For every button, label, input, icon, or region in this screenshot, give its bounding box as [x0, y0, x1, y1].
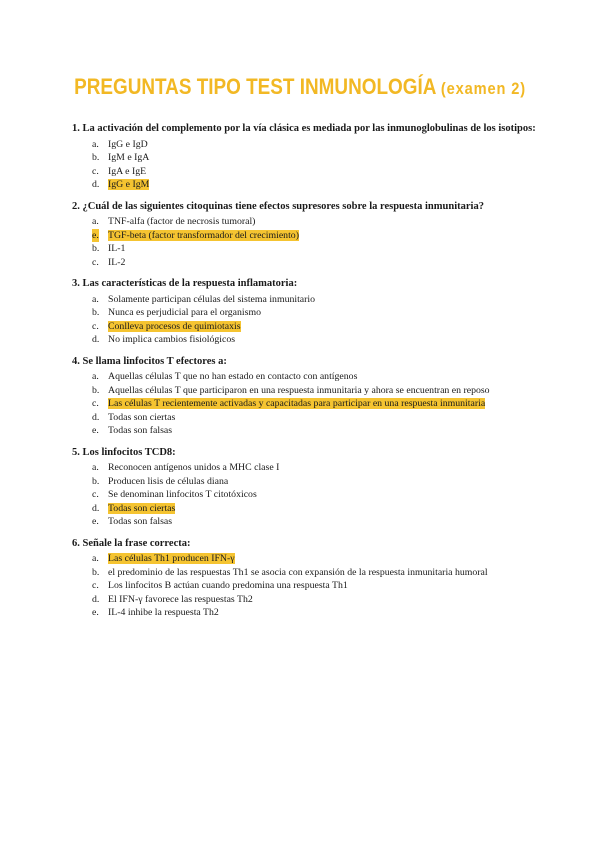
answer-option [72, 488, 542, 502]
option-text: IL-1 [108, 243, 126, 254]
option-text: Todas son falsas [108, 516, 173, 527]
option-letter: a. [92, 293, 99, 305]
question-text: 3. Las características de la respuesta inflamatoria: [72, 278, 298, 289]
question-block [72, 122, 542, 192]
answer-option [72, 593, 542, 607]
option-letter: d. [92, 179, 100, 190]
option-text: IgM e IgA [108, 152, 150, 163]
question-block [72, 355, 542, 438]
option-text: Aquellas células T que participaron en una respuesta inmunitaria y ahora se encuentran en reposo [108, 384, 490, 396]
answer-option [72, 215, 542, 229]
option-text: IL-2 [108, 256, 126, 268]
option-letter: e. [92, 229, 99, 241]
title-subtitle: (examen 2) [440, 79, 526, 98]
answer-option [72, 424, 542, 438]
option-letter: c. [92, 398, 99, 409]
option-letter: d. [92, 502, 100, 514]
option-text: IgG e IgM [108, 179, 150, 190]
option-letter: e. [92, 607, 99, 618]
option-text: Nunca es perjudicial para el organismo [108, 307, 261, 318]
option-text: Todas son ciertas [108, 411, 176, 423]
question-block [72, 537, 542, 620]
question-text: 5. Los linfocitos TCD8: [72, 446, 176, 458]
option-letter: d. [92, 334, 100, 345]
option-letter: a. [92, 138, 99, 150]
answer-option-correct [72, 320, 542, 334]
answer-option [72, 384, 542, 398]
option-letter: b. [92, 152, 100, 163]
option-text: Producen lisis de células diana [108, 475, 229, 487]
option-letter: e. [92, 425, 99, 436]
option-text: IgG e IgD [108, 138, 148, 150]
question-block [72, 277, 542, 347]
answer-option [72, 151, 542, 165]
option-letter: b. [92, 566, 100, 578]
answer-option [72, 461, 542, 475]
option-text: Solamente participan células del sistema inmunitario [108, 293, 316, 305]
answer-option-correct [72, 552, 542, 566]
option-list [72, 461, 542, 529]
answer-option-correct [72, 502, 542, 516]
option-letter: b. [92, 384, 100, 396]
option-text: El IFN-γ favorece las respuestas Th2 [108, 593, 253, 605]
option-letter: e. [92, 516, 99, 527]
answer-option [72, 579, 542, 593]
option-letter: a. [92, 553, 99, 564]
option-letter: a. [92, 216, 99, 227]
option-list [72, 138, 542, 192]
option-text: Aquellas células T que no han estado en contacto con antígenos [108, 371, 358, 382]
answer-option [72, 293, 542, 307]
answer-option [72, 256, 542, 270]
answer-option [72, 242, 542, 256]
answer-option [72, 333, 542, 347]
answer-option [72, 515, 542, 529]
option-list [72, 215, 542, 269]
option-letter: c. [92, 580, 99, 591]
option-text: Las células Th1 producen IFN-γ [108, 553, 235, 564]
page-title [42, 74, 558, 100]
option-letter: c. [92, 320, 99, 332]
answer-option-correct [72, 229, 542, 243]
option-text: TGF-beta (factor transformador del crecimiento) [108, 229, 299, 241]
option-letter: a. [92, 462, 99, 473]
question-text: 1. La activación del complemento por la vía clásica es mediada por las inmunoglobulinas de los isotipos: [72, 123, 536, 134]
option-list [72, 370, 542, 438]
option-letter: c. [92, 256, 99, 268]
option-text: IL-4 inhibe la respuesta Th2 [108, 607, 219, 618]
answer-option [72, 475, 542, 489]
option-text: No implica cambios fisiológicos [108, 334, 236, 345]
option-letter: c. [92, 489, 99, 500]
question-block [72, 200, 542, 270]
title-main: PREGUNTAS TIPO TEST INMUNOLOGÍA [74, 74, 436, 99]
question-list [72, 122, 542, 628]
option-text: Se denominan linfocitos T citotóxicos [108, 489, 257, 500]
answer-option-correct [72, 178, 542, 192]
answer-option [72, 566, 542, 580]
option-letter: d. [92, 593, 100, 605]
option-letter: b. [92, 243, 100, 254]
option-text: TNF-alfa (factor de necrosis tumoral) [108, 216, 256, 227]
question-text: 6. Señale la frase correcta: [72, 537, 191, 549]
option-letter: b. [92, 307, 100, 318]
answer-option [72, 370, 542, 384]
option-list [72, 552, 542, 620]
answer-option [72, 165, 542, 179]
option-text: el predominio de las respuestas Th1 se asocia con expansión de la respuesta inmunitaria humoral [108, 566, 488, 578]
option-text: Todas son ciertas [108, 502, 176, 514]
option-letter: a. [92, 371, 99, 382]
option-text: Reconocen antígenos unidos a MHC clase I [108, 462, 280, 473]
option-text: Las células T recientemente activadas y capacitadas para participar en una respuesta inmunitaria [108, 398, 486, 409]
answer-option [72, 606, 542, 620]
question-text: 4. Se llama linfocitos T efectores a: [72, 355, 227, 367]
option-letter: d. [92, 411, 100, 423]
option-letter: c. [92, 165, 99, 177]
answer-option [72, 138, 542, 152]
answer-option [72, 411, 542, 425]
option-text: IgA e IgE [108, 165, 147, 177]
question-block [72, 446, 542, 529]
option-text: Conlleva procesos de quimiotaxis [108, 320, 241, 332]
option-letter: b. [92, 475, 100, 487]
question-text: 2. ¿Cuál de las siguientes citoquinas tiene efectos supresores sobre la respuesta inmunitaria? [72, 200, 484, 212]
option-text: Todas son falsas [108, 425, 173, 436]
option-text: Los linfocitos B actúan cuando predomina una respuesta Th1 [108, 580, 348, 591]
answer-option-correct [72, 397, 542, 411]
option-list [72, 293, 542, 347]
answer-option [72, 306, 542, 320]
